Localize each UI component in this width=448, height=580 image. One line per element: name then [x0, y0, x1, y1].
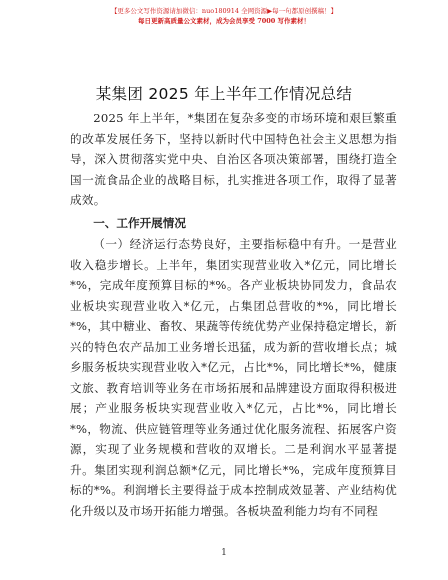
banner-line-2: 每日更新高质量公文素材，成为会员享受 7000 写作素材！: [137, 17, 311, 25]
section-heading: 一、工作开展情况: [93, 215, 186, 230]
page-number: 1: [221, 548, 227, 558]
banner-line-1: 【更多公文写作资源请加微信：nuo180914 全网资源▶每一句都原创撰稿！】: [110, 7, 338, 15]
document-title: 某集团 2025 年上半年工作情况总结: [95, 85, 353, 103]
header-banner: [0, 6, 448, 26]
document-body: [70, 108, 397, 521]
intro-paragraph: 2025 年上半年，*集团在复杂多变的市场环境和艰巨繁重的改革发展任务下，坚持以新时代中国特色社会主义思想为指导，深入贯彻落实党中央、自治区各项决策部署，围绕打造全国一流食品企业的战略目标，扎实推进各项工作，取得了显著成效。: [70, 111, 397, 207]
body-paragraph: （一）经济运行态势良好，主要指标稳中有升。一是营业收入稳步增长。上半年，集团实现营业收入*亿元，同比增长*%，完成年度预算目标的*%。各产业板块协同发力，食品农业板块实现营业收入*亿元，占集团总营收的*%，同比增长*%，其中糖业、畜牧、果蔬等传统优势产业保持稳定增长，新兴的特色农产品加工业务增长迅猛，成为新的营收增长点；城乡服务板块实现营业收入*亿元，占比*%，同比增长*%，健康文旅、教育培训等业务在市场拓展和品牌建设方面取得积极进展；产业服务板块实现营业收入*亿元，占比*%，同比增长*%，物流、供应链管理等业务通过优化服务流程、拓展客户资源，实现了业务规模和营收的双增长。二是利润水平显著提升。集团实现利润总额*亿元，同比增长*%，完成年度预算目标的*%。利润增长主要得益于成本控制成效显著、产业结构优化升级以及市场开拓能力增强。各板块盈利能力均有不同程: [70, 237, 397, 518]
